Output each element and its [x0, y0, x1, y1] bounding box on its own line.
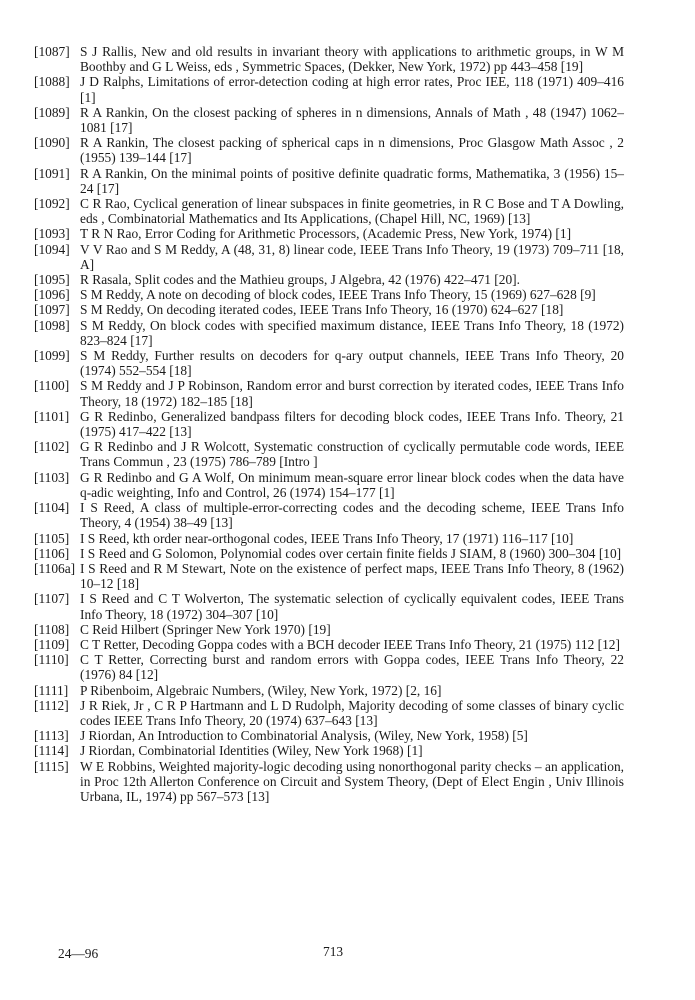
page-number: 713: [323, 944, 344, 959]
reference-number: [1106a]: [34, 560, 76, 576]
reference-entry: [34, 743, 624, 758]
reference-text: R A Rankin, On the minimal points of positive definite quadratic forms, Mathematika, 3 (1956) 15–24 [17]: [80, 165, 624, 196]
reference-entry: [34, 531, 624, 546]
reference-entry: [34, 500, 624, 530]
reference-entry: [34, 652, 624, 682]
reference-entry: [34, 759, 624, 805]
reference-number: [1097]: [34, 302, 70, 318]
reference-number: [1108]: [34, 621, 70, 637]
reference-entry: [34, 135, 624, 165]
reference-number: [1091]: [34, 165, 70, 181]
reference-text: S M Reddy, A note on decoding of block codes, IEEE Trans Info Theory, 15 (1969) 627–628 [9]: [80, 287, 596, 303]
reference-number: [1105]: [34, 530, 70, 546]
reference-entry: [34, 378, 624, 408]
reference-number: [1109]: [34, 636, 70, 652]
reference-text: S J Rallis, New and old results in invariant theory with applications to arithmetic groups, in W M Boothby and G L Weiss, eds , Symmetric Spaces, (Dekker, New York, 1972) pp 443–458 [19]: [80, 44, 624, 75]
reference-number: [1089]: [34, 104, 70, 120]
reference-number: [1106]: [34, 545, 70, 561]
reference-number: [1111]: [34, 682, 69, 698]
reference-entry: [34, 683, 624, 698]
reference-text: W E Robbins, Weighted majority-logic decoding using nonorthogonal parity checks – an application, in Proc 12th Allerton Conference on Circuit and System Theory, (Dept of Elect Engin , Univ Illinois Urbana, IL, 1974) pp 567–573 [13]: [80, 758, 624, 804]
reference-list: [34, 44, 624, 804]
reference-entry: [34, 196, 624, 226]
reference-number: [1095]: [34, 272, 70, 288]
reference-entry: [34, 728, 624, 743]
reference-number: [1114]: [34, 743, 69, 759]
reference-number: [1087]: [34, 44, 70, 59]
reference-text: S M Reddy, Further results on decoders for q-ary output channels, IEEE Trans Info Theory, 20 (1974) 552–554 [18]: [80, 348, 624, 379]
reference-entry: [34, 470, 624, 500]
reference-number: [1101]: [34, 408, 70, 424]
reference-entry: [34, 318, 624, 348]
reference-entry: [34, 74, 624, 104]
reference-text: J D Ralphs, Limitations of error-detection coding at high error rates, Proc IEE, 118 (1971) 409–416 [1]: [80, 74, 624, 105]
reference-number: [1092]: [34, 196, 70, 212]
reference-entry: [34, 439, 624, 469]
reference-number: [1112]: [34, 697, 69, 713]
reference-number: [1110]: [34, 652, 69, 668]
reference-entry: [34, 287, 624, 302]
reference-text: J Riordan, An Introduction to Combinatorial Analysis, (Wiley, New York, 1958) [5]: [80, 728, 528, 744]
reference-entry: [34, 698, 624, 728]
reference-text: I S Reed and G Solomon, Polynomial codes over certain finite fields J SIAM, 8 (1960) 300–304 [10]: [80, 545, 622, 561]
reference-text: I S Reed, A class of multiple-error-correcting codes and the decoding scheme, IEEE Trans Info Theory, 4 (1954) 38–49 [13]: [80, 500, 624, 531]
reference-number: [1113]: [34, 728, 69, 744]
reference-text: C T Retter, Correcting burst and random errors with Goppa codes, IEEE Trans Info Theory, 22 (1976) 84 [12]: [80, 652, 624, 683]
reference-number: [1094]: [34, 241, 70, 257]
reference-entry: [34, 348, 624, 378]
reference-number: [1107]: [34, 591, 70, 607]
reference-entry: [34, 242, 624, 272]
reference-entry: [34, 546, 624, 561]
reference-number: [1090]: [34, 135, 70, 151]
reference-entry: [34, 226, 624, 241]
reference-text: P Ribenboim, Algebraic Numbers, (Wiley, New York, 1972) [2, 16]: [80, 682, 442, 698]
reference-entry: [34, 561, 624, 591]
reference-number: [1098]: [34, 317, 70, 333]
reference-number: [1099]: [34, 348, 70, 364]
reference-text: R A Rankin, On the closest packing of spheres in n dimensions, Annals of Math , 48 (1947) 1062–1081 [17]: [80, 104, 624, 136]
reference-entry: [34, 44, 624, 74]
reference-text: R Rasala, Split codes and the Mathieu groups, J Algebra, 42 (1976) 422–471 [20].: [80, 272, 520, 288]
reference-entry: [34, 302, 624, 317]
reference-number: [1093]: [34, 226, 70, 242]
reference-text: C R Rao, Cyclical generation of linear subspaces in finite geometries, in R C Bose and T A Dowling, eds , Combinatorial Mathematics and Its Applications, (Chapel Hill, NC, 1969) [13]: [80, 196, 624, 227]
reference-text: S M Reddy and J P Robinson, Random error and burst correction by iterated codes, IEEE Trans Info Theory, 18 (1972) 182–185 [18]: [80, 378, 624, 409]
reference-text: C T Retter, Decoding Goppa codes with a BCH decoder IEEE Trans Info Theory, 21 (1975) 112 [12]: [80, 636, 620, 652]
reference-entry: [34, 622, 624, 637]
reference-entry: [34, 637, 624, 652]
reference-text: R A Rankin, The closest packing of spherical caps in n dimensions, Proc Glasgow Math Assoc , 2 (1955) 139–144 [17]: [80, 135, 624, 166]
reference-text: I S Reed and R M Stewart, Note on the existence of perfect maps, IEEE Trans Info Theory, 8 (1962) 10–12 [18]: [80, 560, 624, 592]
reference-number: [1115]: [34, 758, 69, 774]
reference-text: J R Riek, Jr , C R P Hartmann and L D Rudolph, Majority decoding of some classes of binary cyclic codes IEEE Trans Info Theory, 20 (1974) 637–643 [13]: [80, 697, 624, 728]
reference-entry: [34, 409, 624, 439]
reference-text: I S Reed and C T Wolverton, The systematic selection of cyclically equivalent codes, IEEE Trans Info Theory, 18 (1972) 304–307 [10]: [80, 591, 624, 622]
reference-text: S M Reddy, On block codes with specified maximum distance, IEEE Trans Info Theory, 18 (1972) 823–824 [17]: [80, 317, 624, 348]
reference-text: G R Redinbo, Generalized bandpass filters for decoding block codes, IEEE Trans Info. Theory, 21 (1975) 417–422 [13]: [80, 408, 624, 440]
reference-text: J Riordan, Combinatorial Identities (Wiley, New York 1968) [1]: [80, 743, 423, 759]
reference-text: I S Reed, kth order near-orthogonal codes, IEEE Trans Info Theory, 17 (1971) 116–117 [10]: [80, 530, 574, 546]
reference-text: V V Rao and S M Reddy, A (48, 31, 8) linear code, IEEE Trans Info Theory, 19 (1973) 709–711 [18, A]: [80, 241, 624, 272]
reference-number: [1100]: [34, 378, 70, 394]
reference-number: [1088]: [34, 74, 70, 90]
reference-entry: [34, 105, 624, 135]
reference-text: G R Redinbo and J R Wolcott, Systematic construction of cyclically permutable code words, IEEE Trans Commun , 23 (1975) 786–789 [Intro ]: [80, 439, 624, 470]
reference-number: [1096]: [34, 287, 70, 303]
reference-text: S M Reddy, On decoding iterated codes, IEEE Trans Info Theory, 16 (1970) 624–627 [18]: [80, 302, 564, 318]
reference-number: [1102]: [34, 439, 70, 455]
reference-entry: [34, 272, 624, 287]
reference-number: [1104]: [34, 500, 70, 516]
reference-number: [1103]: [34, 469, 70, 485]
reference-text: G R Redinbo and G A Wolf, On minimum mean-square error linear block codes when the data have q-adic weighting, Info and Control, 26 (1974) 154–177 [1]: [80, 469, 624, 500]
reference-text: C Reid Hilbert (Springer New York 1970) [19]: [80, 621, 331, 637]
reference-entry: [34, 591, 624, 621]
footer-signature-mark: 24—96: [58, 946, 99, 961]
reference-text: T R N Rao, Error Coding for Arithmetic Processors, (Academic Press, New York, 1974) [1]: [80, 226, 572, 242]
reference-entry: [34, 166, 624, 196]
